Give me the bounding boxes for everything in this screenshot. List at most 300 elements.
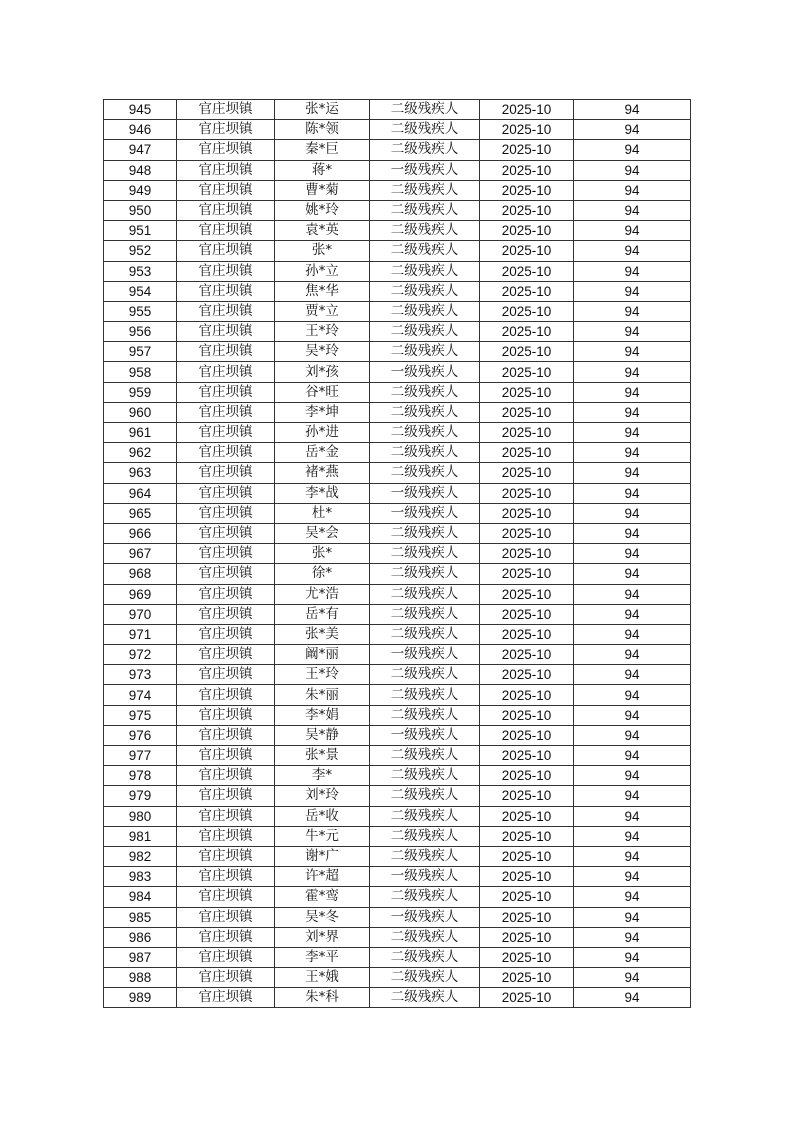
roster-body [104, 100, 691, 1008]
disability-level-cell: 二级残疾人 [370, 301, 480, 321]
table-row [104, 140, 691, 160]
row-number-cell: 965 [104, 503, 177, 523]
amount-cell: 94 [574, 705, 691, 725]
name-cell: 王*玲 [275, 665, 370, 685]
name-cell: 牛*元 [275, 826, 370, 846]
table-row [104, 443, 691, 463]
row-number-cell: 956 [104, 322, 177, 342]
amount-cell: 94 [574, 947, 691, 967]
row-number-cell: 970 [104, 604, 177, 624]
row-number-cell: 959 [104, 382, 177, 402]
table-row [104, 200, 691, 220]
disability-level-cell: 一级残疾人 [370, 160, 480, 180]
amount-cell: 94 [574, 907, 691, 927]
amount-cell: 94 [574, 402, 691, 422]
disability-level-cell: 二级残疾人 [370, 846, 480, 866]
table-row [104, 382, 691, 402]
name-cell: 许*超 [275, 867, 370, 887]
row-number-cell: 954 [104, 281, 177, 301]
town-cell: 官庄坝镇 [177, 806, 275, 826]
disability-level-cell: 二级残疾人 [370, 443, 480, 463]
amount-cell: 94 [574, 544, 691, 564]
month-cell: 2025-10 [480, 241, 574, 261]
name-cell: 阚*丽 [275, 645, 370, 665]
town-cell: 官庄坝镇 [177, 301, 275, 321]
disability-level-cell: 二级残疾人 [370, 968, 480, 988]
table-row [104, 746, 691, 766]
month-cell: 2025-10 [480, 160, 574, 180]
disability-level-cell: 一级残疾人 [370, 483, 480, 503]
disability-level-cell: 二级残疾人 [370, 988, 480, 1008]
amount-cell: 94 [574, 604, 691, 624]
amount-cell: 94 [574, 281, 691, 301]
month-cell: 2025-10 [480, 907, 574, 927]
name-cell: 褚*燕 [275, 463, 370, 483]
town-cell: 官庄坝镇 [177, 584, 275, 604]
name-cell: 张*运 [275, 100, 370, 120]
name-cell: 王*娥 [275, 968, 370, 988]
row-number-cell: 971 [104, 624, 177, 644]
name-cell: 秦*巨 [275, 140, 370, 160]
disability-level-cell: 一级残疾人 [370, 645, 480, 665]
row-number-cell: 976 [104, 725, 177, 745]
amount-cell: 94 [574, 806, 691, 826]
month-cell: 2025-10 [480, 685, 574, 705]
town-cell: 官庄坝镇 [177, 423, 275, 443]
table-row [104, 705, 691, 725]
table-row [104, 826, 691, 846]
town-cell: 官庄坝镇 [177, 100, 275, 120]
disability-level-cell: 二级残疾人 [370, 241, 480, 261]
table-row [104, 523, 691, 543]
amount-cell: 94 [574, 927, 691, 947]
town-cell: 官庄坝镇 [177, 705, 275, 725]
disability-level-cell: 二级残疾人 [370, 342, 480, 362]
name-cell: 谢*广 [275, 846, 370, 866]
row-number-cell: 969 [104, 584, 177, 604]
name-cell: 陈*领 [275, 120, 370, 140]
amount-cell: 94 [574, 322, 691, 342]
amount-cell: 94 [574, 685, 691, 705]
disability-level-cell: 二级残疾人 [370, 423, 480, 443]
amount-cell: 94 [574, 160, 691, 180]
month-cell: 2025-10 [480, 887, 574, 907]
amount-cell: 94 [574, 382, 691, 402]
month-cell: 2025-10 [480, 725, 574, 745]
month-cell: 2025-10 [480, 947, 574, 967]
disability-level-cell: 二级残疾人 [370, 544, 480, 564]
town-cell: 官庄坝镇 [177, 503, 275, 523]
name-cell: 李*坤 [275, 402, 370, 422]
table-row [104, 301, 691, 321]
disability-level-cell: 二级残疾人 [370, 180, 480, 200]
amount-cell: 94 [574, 867, 691, 887]
name-cell: 徐* [275, 564, 370, 584]
row-number-cell: 963 [104, 463, 177, 483]
amount-cell: 94 [574, 624, 691, 644]
table-row [104, 423, 691, 443]
amount-cell: 94 [574, 140, 691, 160]
table-row [104, 766, 691, 786]
disability-level-cell: 二级残疾人 [370, 604, 480, 624]
amount-cell: 94 [574, 261, 691, 281]
town-cell: 官庄坝镇 [177, 968, 275, 988]
town-cell: 官庄坝镇 [177, 947, 275, 967]
table-row [104, 988, 691, 1008]
row-number-cell: 949 [104, 180, 177, 200]
month-cell: 2025-10 [480, 322, 574, 342]
row-number-cell: 947 [104, 140, 177, 160]
name-cell: 孙*立 [275, 261, 370, 281]
row-number-cell: 966 [104, 523, 177, 543]
row-number-cell: 981 [104, 826, 177, 846]
town-cell: 官庄坝镇 [177, 160, 275, 180]
disability-level-cell: 二级残疾人 [370, 564, 480, 584]
table-row [104, 846, 691, 866]
month-cell: 2025-10 [480, 645, 574, 665]
amount-cell: 94 [574, 826, 691, 846]
row-number-cell: 952 [104, 241, 177, 261]
row-number-cell: 977 [104, 746, 177, 766]
row-number-cell: 988 [104, 968, 177, 988]
row-number-cell: 985 [104, 907, 177, 927]
disability-level-cell: 一级残疾人 [370, 867, 480, 887]
town-cell: 官庄坝镇 [177, 281, 275, 301]
name-cell: 谷*旺 [275, 382, 370, 402]
disability-level-cell: 二级残疾人 [370, 685, 480, 705]
town-cell: 官庄坝镇 [177, 746, 275, 766]
amount-cell: 94 [574, 786, 691, 806]
row-number-cell: 984 [104, 887, 177, 907]
table-row [104, 261, 691, 281]
table-row [104, 887, 691, 907]
month-cell: 2025-10 [480, 100, 574, 120]
row-number-cell: 946 [104, 120, 177, 140]
row-number-cell: 955 [104, 301, 177, 321]
month-cell: 2025-10 [480, 867, 574, 887]
disability-level-cell: 一级残疾人 [370, 907, 480, 927]
name-cell: 李*战 [275, 483, 370, 503]
town-cell: 官庄坝镇 [177, 665, 275, 685]
amount-cell: 94 [574, 301, 691, 321]
name-cell: 岳*有 [275, 604, 370, 624]
disability-level-cell: 二级残疾人 [370, 624, 480, 644]
name-cell: 李*平 [275, 947, 370, 967]
row-number-cell: 957 [104, 342, 177, 362]
amount-cell: 94 [574, 584, 691, 604]
amount-cell: 94 [574, 443, 691, 463]
town-cell: 官庄坝镇 [177, 604, 275, 624]
month-cell: 2025-10 [480, 483, 574, 503]
month-cell: 2025-10 [480, 523, 574, 543]
disability-level-cell: 二级残疾人 [370, 746, 480, 766]
month-cell: 2025-10 [480, 988, 574, 1008]
disability-level-cell: 二级残疾人 [370, 766, 480, 786]
disability-level-cell: 一级残疾人 [370, 725, 480, 745]
table-row [104, 322, 691, 342]
amount-cell: 94 [574, 200, 691, 220]
town-cell: 官庄坝镇 [177, 342, 275, 362]
table-row [104, 806, 691, 826]
disability-level-cell: 二级残疾人 [370, 221, 480, 241]
row-number-cell: 974 [104, 685, 177, 705]
disability-level-cell: 二级残疾人 [370, 463, 480, 483]
town-cell: 官庄坝镇 [177, 685, 275, 705]
row-number-cell: 958 [104, 362, 177, 382]
disability-level-cell: 二级残疾人 [370, 322, 480, 342]
town-cell: 官庄坝镇 [177, 907, 275, 927]
town-cell: 官庄坝镇 [177, 725, 275, 745]
town-cell: 官庄坝镇 [177, 362, 275, 382]
month-cell: 2025-10 [480, 221, 574, 241]
name-cell: 姚*玲 [275, 200, 370, 220]
amount-cell: 94 [574, 241, 691, 261]
table-row [104, 503, 691, 523]
town-cell: 官庄坝镇 [177, 402, 275, 422]
name-cell: 刘*界 [275, 927, 370, 947]
table-row [104, 463, 691, 483]
name-cell: 刘*孩 [275, 362, 370, 382]
month-cell: 2025-10 [480, 705, 574, 725]
month-cell: 2025-10 [480, 140, 574, 160]
disability-level-cell: 二级残疾人 [370, 261, 480, 281]
disability-level-cell: 一级残疾人 [370, 362, 480, 382]
disability-level-cell: 二级残疾人 [370, 120, 480, 140]
table-row [104, 100, 691, 120]
town-cell: 官庄坝镇 [177, 261, 275, 281]
town-cell: 官庄坝镇 [177, 322, 275, 342]
name-cell: 岳*金 [275, 443, 370, 463]
amount-cell: 94 [574, 221, 691, 241]
name-cell: 李*娟 [275, 705, 370, 725]
town-cell: 官庄坝镇 [177, 927, 275, 947]
amount-cell: 94 [574, 342, 691, 362]
town-cell: 官庄坝镇 [177, 988, 275, 1008]
month-cell: 2025-10 [480, 463, 574, 483]
disability-level-cell: 二级残疾人 [370, 140, 480, 160]
town-cell: 官庄坝镇 [177, 523, 275, 543]
month-cell: 2025-10 [480, 806, 574, 826]
town-cell: 官庄坝镇 [177, 120, 275, 140]
town-cell: 官庄坝镇 [177, 483, 275, 503]
month-cell: 2025-10 [480, 382, 574, 402]
name-cell: 蒋* [275, 160, 370, 180]
amount-cell: 94 [574, 100, 691, 120]
town-cell: 官庄坝镇 [177, 826, 275, 846]
name-cell: 张* [275, 241, 370, 261]
town-cell: 官庄坝镇 [177, 846, 275, 866]
town-cell: 官庄坝镇 [177, 645, 275, 665]
row-number-cell: 973 [104, 665, 177, 685]
month-cell: 2025-10 [480, 624, 574, 644]
table-row [104, 342, 691, 362]
amount-cell: 94 [574, 503, 691, 523]
disability-level-cell: 一级残疾人 [370, 503, 480, 523]
month-cell: 2025-10 [480, 604, 574, 624]
month-cell: 2025-10 [480, 503, 574, 523]
table-row [104, 120, 691, 140]
month-cell: 2025-10 [480, 564, 574, 584]
amount-cell: 94 [574, 887, 691, 907]
name-cell: 张*景 [275, 746, 370, 766]
town-cell: 官庄坝镇 [177, 624, 275, 644]
row-number-cell: 980 [104, 806, 177, 826]
name-cell: 朱*科 [275, 988, 370, 1008]
table-row [104, 544, 691, 564]
table-row [104, 221, 691, 241]
row-number-cell: 951 [104, 221, 177, 241]
town-cell: 官庄坝镇 [177, 180, 275, 200]
month-cell: 2025-10 [480, 281, 574, 301]
name-cell: 岳*收 [275, 806, 370, 826]
amount-cell: 94 [574, 120, 691, 140]
month-cell: 2025-10 [480, 423, 574, 443]
row-number-cell: 972 [104, 645, 177, 665]
month-cell: 2025-10 [480, 443, 574, 463]
row-number-cell: 986 [104, 927, 177, 947]
name-cell: 张* [275, 544, 370, 564]
town-cell: 官庄坝镇 [177, 867, 275, 887]
month-cell: 2025-10 [480, 766, 574, 786]
name-cell: 杜* [275, 503, 370, 523]
row-number-cell: 948 [104, 160, 177, 180]
row-number-cell: 945 [104, 100, 177, 120]
table-row [104, 564, 691, 584]
amount-cell: 94 [574, 423, 691, 443]
amount-cell: 94 [574, 766, 691, 786]
name-cell: 刘*玲 [275, 786, 370, 806]
amount-cell: 94 [574, 564, 691, 584]
amount-cell: 94 [574, 968, 691, 988]
town-cell: 官庄坝镇 [177, 140, 275, 160]
town-cell: 官庄坝镇 [177, 544, 275, 564]
row-number-cell: 950 [104, 200, 177, 220]
amount-cell: 94 [574, 665, 691, 685]
amount-cell: 94 [574, 746, 691, 766]
row-number-cell: 982 [104, 846, 177, 866]
name-cell: 朱*丽 [275, 685, 370, 705]
disability-level-cell: 二级残疾人 [370, 584, 480, 604]
row-number-cell: 953 [104, 261, 177, 281]
name-cell: 贾*立 [275, 301, 370, 321]
amount-cell: 94 [574, 523, 691, 543]
town-cell: 官庄坝镇 [177, 241, 275, 261]
name-cell: 吴*玲 [275, 342, 370, 362]
town-cell: 官庄坝镇 [177, 200, 275, 220]
amount-cell: 94 [574, 725, 691, 745]
table-row [104, 584, 691, 604]
table-row [104, 160, 691, 180]
name-cell: 王*玲 [275, 322, 370, 342]
amount-cell: 94 [574, 988, 691, 1008]
row-number-cell: 967 [104, 544, 177, 564]
subsidy-roster-table [103, 99, 691, 1008]
table-row [104, 281, 691, 301]
amount-cell: 94 [574, 846, 691, 866]
table-row [104, 180, 691, 200]
town-cell: 官庄坝镇 [177, 766, 275, 786]
table-row [104, 624, 691, 644]
town-cell: 官庄坝镇 [177, 887, 275, 907]
table-row [104, 947, 691, 967]
name-cell: 尤*浩 [275, 584, 370, 604]
disability-level-cell: 二级残疾人 [370, 806, 480, 826]
disability-level-cell: 二级残疾人 [370, 786, 480, 806]
town-cell: 官庄坝镇 [177, 786, 275, 806]
month-cell: 2025-10 [480, 927, 574, 947]
name-cell: 李* [275, 766, 370, 786]
month-cell: 2025-10 [480, 746, 574, 766]
table-row [104, 402, 691, 422]
table-row [104, 907, 691, 927]
row-number-cell: 983 [104, 867, 177, 887]
disability-level-cell: 二级残疾人 [370, 523, 480, 543]
town-cell: 官庄坝镇 [177, 564, 275, 584]
disability-level-cell: 二级残疾人 [370, 927, 480, 947]
row-number-cell: 979 [104, 786, 177, 806]
row-number-cell: 989 [104, 988, 177, 1008]
month-cell: 2025-10 [480, 200, 574, 220]
disability-level-cell: 二级残疾人 [370, 887, 480, 907]
row-number-cell: 961 [104, 423, 177, 443]
table-row [104, 725, 691, 745]
month-cell: 2025-10 [480, 180, 574, 200]
table-row [104, 786, 691, 806]
disability-level-cell: 二级残疾人 [370, 100, 480, 120]
row-number-cell: 978 [104, 766, 177, 786]
row-number-cell: 975 [104, 705, 177, 725]
table-row [104, 362, 691, 382]
disability-level-cell: 二级残疾人 [370, 665, 480, 685]
disability-level-cell: 二级残疾人 [370, 947, 480, 967]
name-cell: 孙*进 [275, 423, 370, 443]
month-cell: 2025-10 [480, 786, 574, 806]
month-cell: 2025-10 [480, 665, 574, 685]
table-row [104, 241, 691, 261]
disability-level-cell: 二级残疾人 [370, 705, 480, 725]
row-number-cell: 962 [104, 443, 177, 463]
table-row [104, 867, 691, 887]
month-cell: 2025-10 [480, 544, 574, 564]
name-cell: 曹*菊 [275, 180, 370, 200]
month-cell: 2025-10 [480, 968, 574, 988]
month-cell: 2025-10 [480, 120, 574, 140]
town-cell: 官庄坝镇 [177, 221, 275, 241]
row-number-cell: 964 [104, 483, 177, 503]
row-number-cell: 968 [104, 564, 177, 584]
month-cell: 2025-10 [480, 402, 574, 422]
table-row [104, 927, 691, 947]
name-cell: 吴*静 [275, 725, 370, 745]
table-row [104, 604, 691, 624]
name-cell: 张*美 [275, 624, 370, 644]
table-row [104, 483, 691, 503]
disability-level-cell: 二级残疾人 [370, 382, 480, 402]
disability-level-cell: 二级残疾人 [370, 402, 480, 422]
table-row [104, 645, 691, 665]
amount-cell: 94 [574, 645, 691, 665]
row-number-cell: 960 [104, 402, 177, 422]
name-cell: 焦*华 [275, 281, 370, 301]
amount-cell: 94 [574, 483, 691, 503]
name-cell: 吴*会 [275, 523, 370, 543]
table-row [104, 685, 691, 705]
month-cell: 2025-10 [480, 826, 574, 846]
row-number-cell: 987 [104, 947, 177, 967]
town-cell: 官庄坝镇 [177, 382, 275, 402]
month-cell: 2025-10 [480, 301, 574, 321]
table-row [104, 968, 691, 988]
